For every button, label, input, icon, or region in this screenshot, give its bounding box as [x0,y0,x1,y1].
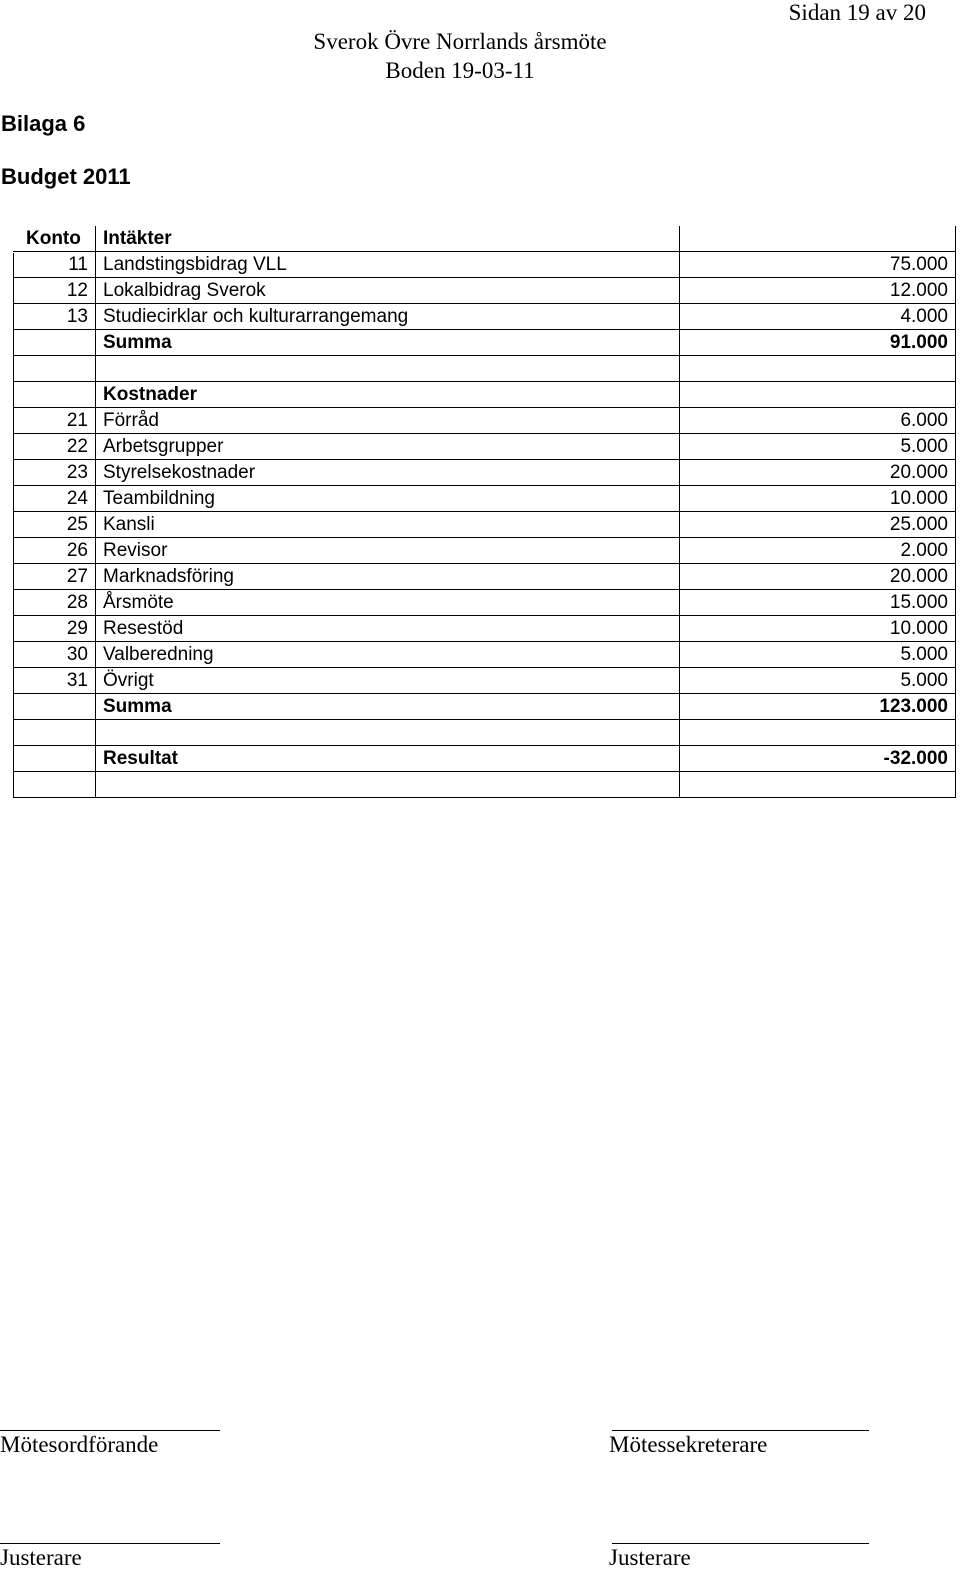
konto-cell: 28 [66,592,88,613]
signature-chair-label: Mötesordförande [0,1432,159,1457]
income-header: Intäkter [103,228,172,249]
konto-cell: 25 [66,514,88,535]
konto-cell: 11 [68,254,88,275]
label-cell: Årsmöte [103,592,174,613]
table-row [13,668,956,694]
table-row [13,616,956,642]
label-cell: Teambildning [103,488,215,509]
konto-cell: 29 [66,618,88,639]
result-value: -32.000 [883,748,948,769]
label-cell: Landstingsbidrag VLL [103,254,287,275]
page-number: Sidan 19 av 20 [788,0,926,25]
table-row [13,408,956,434]
amount-cell: 20.000 [889,566,948,587]
table-row [13,304,956,330]
cost-sum-row [13,694,956,720]
empty-row [13,772,956,798]
signature-line-secretary [612,1430,869,1431]
income-sum-value: 91.000 [889,332,948,353]
signature-secretary-label: Mötessekreterare [609,1432,768,1457]
label-cell: Förråd [103,410,159,431]
amount-cell: 5.000 [900,670,948,691]
table-row [13,486,956,512]
table-row [13,460,956,486]
konto-cell: 24 [66,488,88,509]
amount-cell: 2.000 [900,540,948,561]
amount-cell: 12.000 [889,280,948,301]
konto-cell: 12 [66,280,88,301]
konto-cell: 13 [66,306,88,327]
document-title: Budget 2011 [1,164,131,189]
label-cell: Lokalbidrag Sverok [103,280,266,301]
amount-cell: 6.000 [900,410,948,431]
cost-header: Kostnader [103,384,197,405]
result-row [13,746,956,772]
table-row [13,434,956,460]
signature-line-chair [0,1430,220,1431]
page-header [0,27,920,85]
signature-line-adjuster-2 [612,1543,869,1544]
label-cell: Kansli [103,514,155,535]
konto-cell: 30 [66,644,88,665]
amount-cell: 10.000 [889,618,948,639]
label-cell: Styrelsekostnader [103,462,256,483]
amount-cell: 75.000 [889,254,948,275]
konto-cell: 26 [66,540,88,561]
table-row [13,538,956,564]
table-row [13,642,956,668]
table-row [13,252,956,278]
result-label: Resultat [103,748,178,769]
meeting-place-date: Boden 19-03-11 [385,58,535,83]
budget-table [13,226,956,798]
signature-line-adjuster-1 [0,1543,220,1544]
konto-cell: 31 [66,670,88,691]
konto-cell: 23 [66,462,88,483]
label-cell: Studiecirklar och kulturarrangemang [103,306,409,327]
konto-cell: 27 [66,566,88,587]
label-cell: Arbetsgrupper [103,436,224,457]
income-sum-label: Summa [103,332,172,353]
table-row [13,512,956,538]
amount-cell: 4.000 [900,306,948,327]
signature-adjuster-2-label: Justerare [609,1545,691,1570]
label-cell: Övrigt [103,670,154,691]
table-header-row [13,226,956,252]
amount-cell: 10.000 [889,488,948,509]
label-cell: Valberedning [103,644,214,665]
amount-cell: 25.000 [889,514,948,535]
label-cell: Revisor [103,540,168,561]
label-cell: Marknadsföring [103,566,234,587]
signature-adjuster-1-label: Justerare [0,1545,82,1570]
empty-row [13,356,956,382]
table-row [13,564,956,590]
cost-sum-value: 123.000 [879,696,948,717]
amount-cell: 5.000 [900,644,948,665]
table-row [13,278,956,304]
amount-cell: 15.000 [889,592,948,613]
table-row [13,590,956,616]
konto-cell: 21 [66,410,88,431]
income-sum-row [13,330,956,356]
meeting-title: Sverok Övre Norrlands årsmöte [313,29,607,54]
amount-cell: 5.000 [900,436,948,457]
amount-cell: 20.000 [889,462,948,483]
appendix-label: Bilaga 6 [1,111,86,136]
empty-row [13,720,956,746]
konto-cell: 22 [66,436,88,457]
konto-header: Konto [26,228,81,249]
cost-sum-label: Summa [103,696,172,717]
cost-header-row [13,382,956,408]
label-cell: Resestöd [103,618,184,639]
